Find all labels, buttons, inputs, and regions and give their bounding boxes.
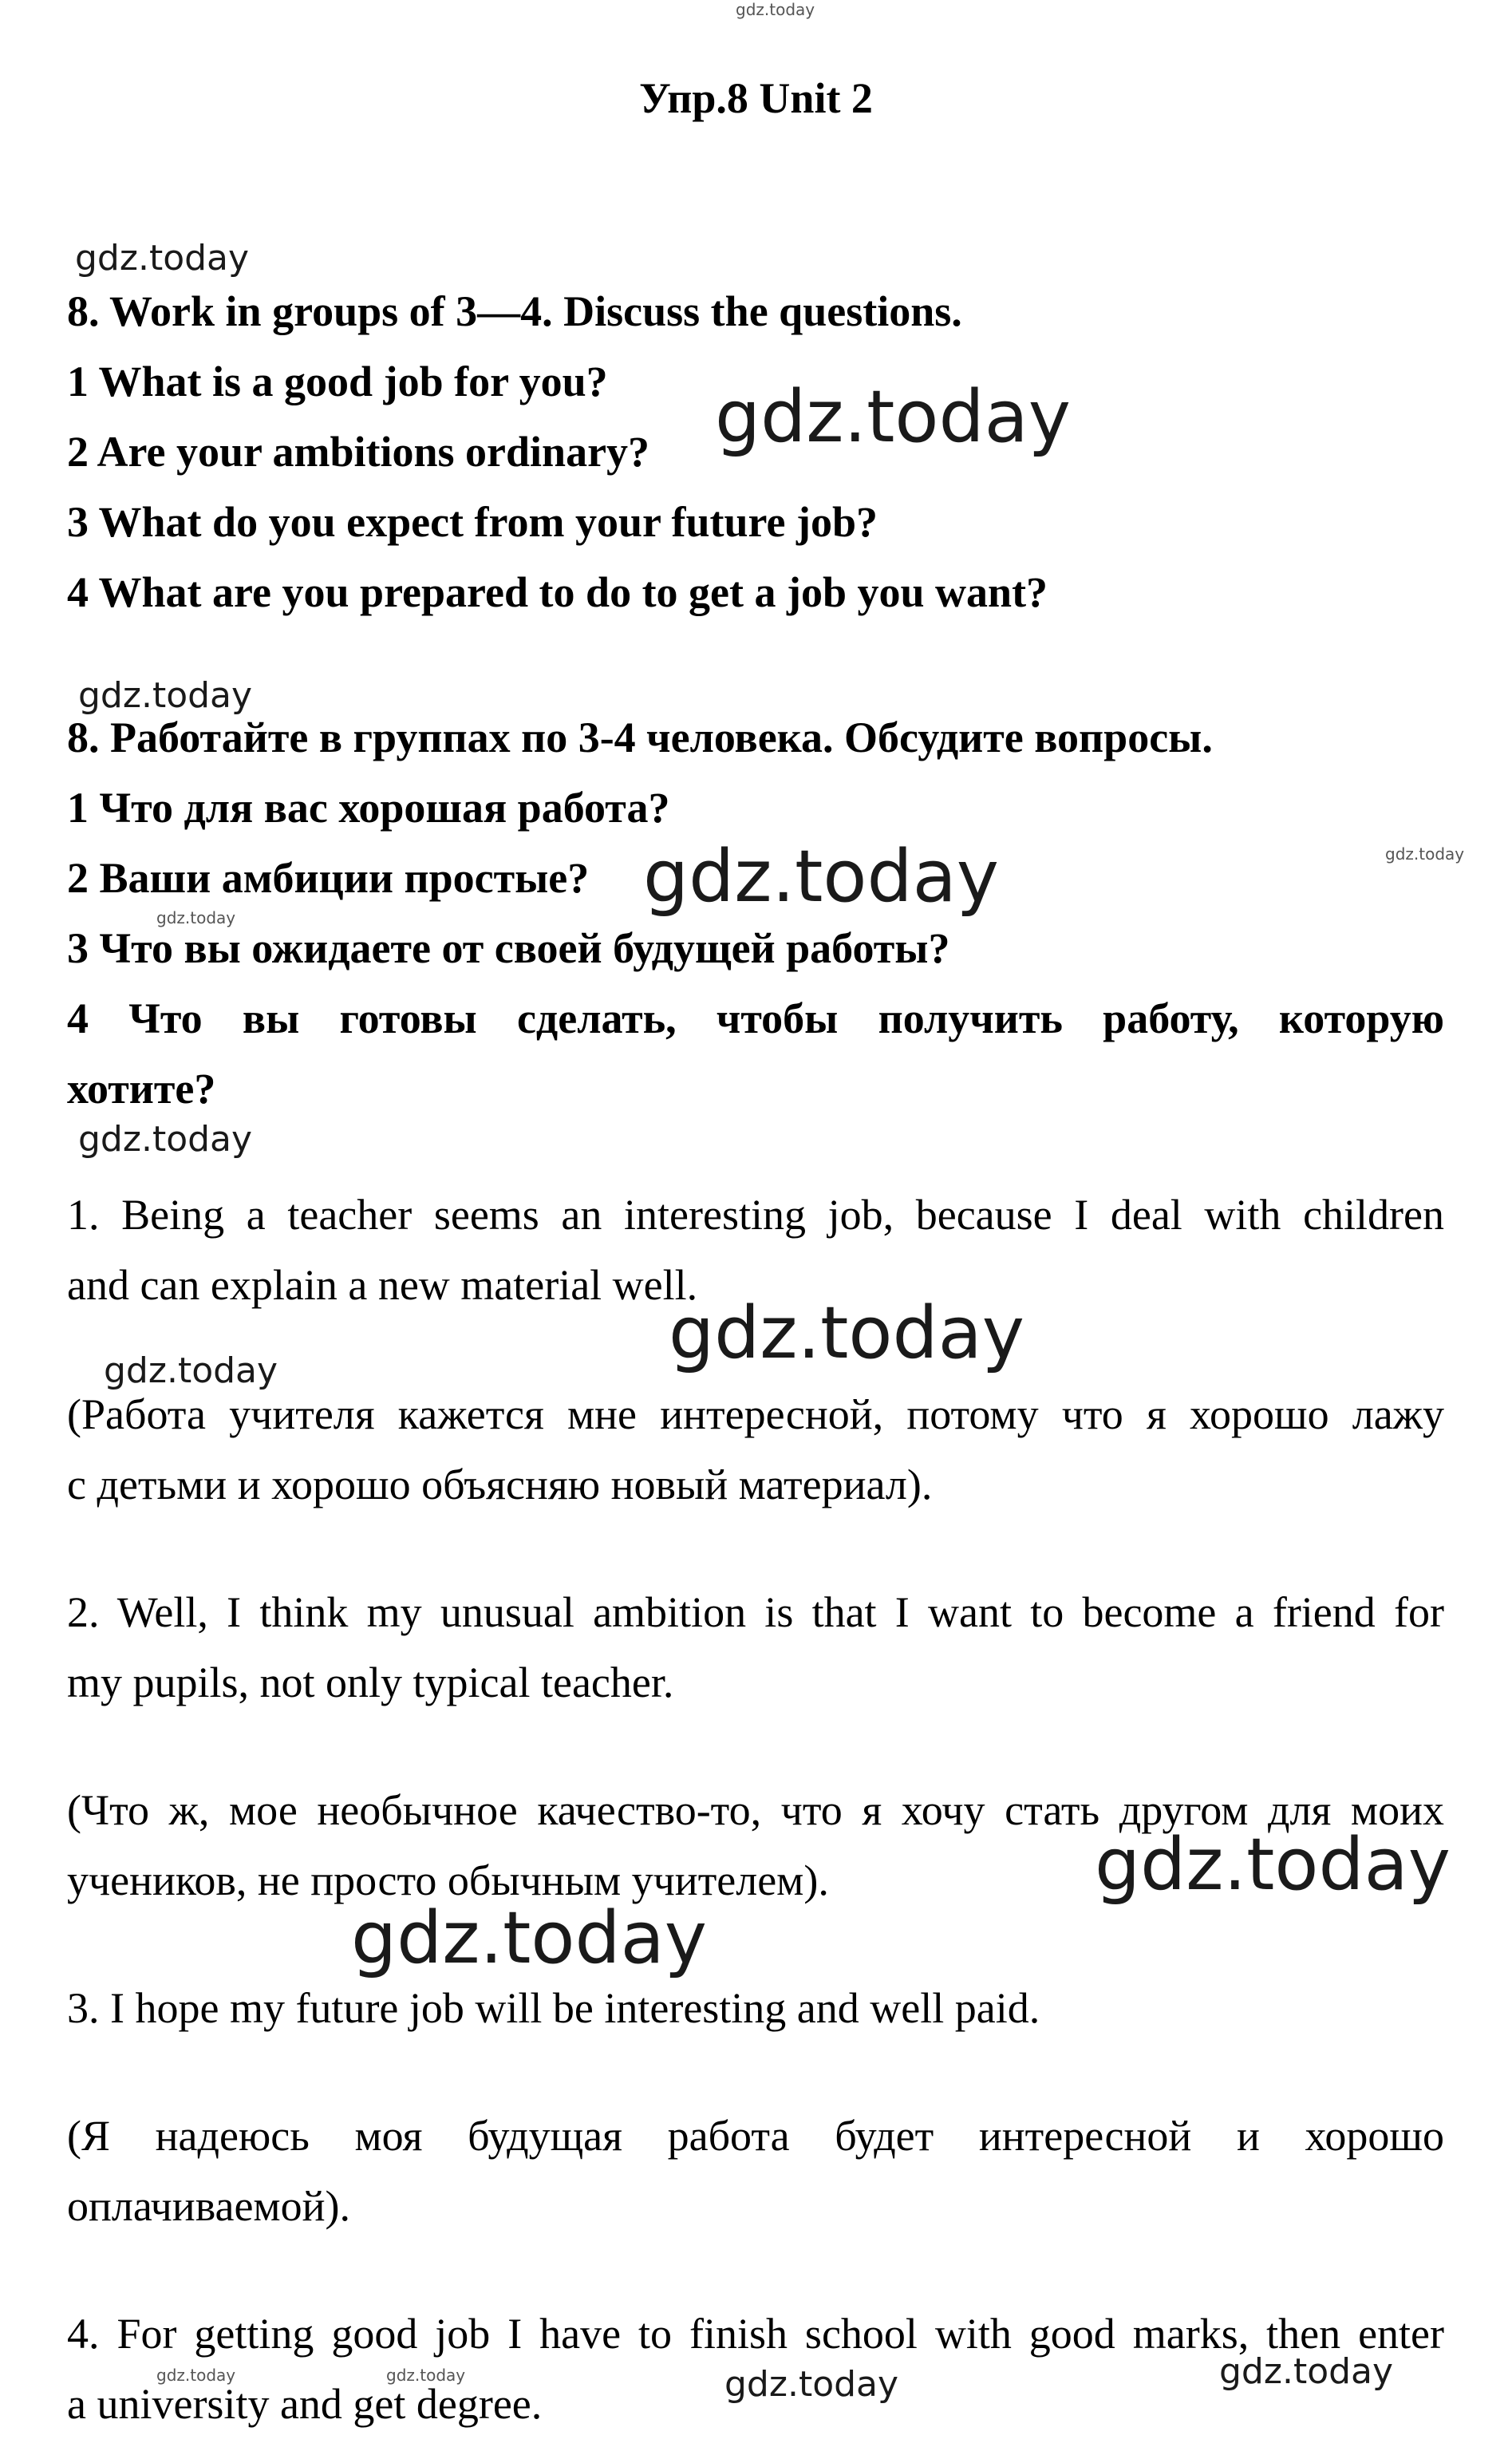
watermark: gdz.today [78,675,253,716]
answer-3-ru-line-2: оплачиваемой). [67,2182,350,2230]
watermark: gdz.today [669,1291,1025,1375]
answer-1-en-line-1: 1. Being a teacher seems an interesting job, because I deal with children [67,1191,1444,1239]
watermark: gdz.today [1095,1823,1451,1907]
task-ru-question-3: 3 Что вы ожидаете от своей будущей работы? [67,924,950,972]
page-title: Упр.8 Unit 2 [639,74,873,122]
answer-3-ru-line-1: (Я надеюсь моя будущая работа будет интересной и хорошо [67,2112,1444,2160]
answer-1-ru-line-1: (Работа учителя кажется мне интересной, потому что я хорошо лажу [67,1390,1444,1438]
answer-2-en-line-1: 2. Well, I think my unusual ambition is that I want to become a friend for [67,1588,1444,1636]
answer-1-en-line-2: and can explain a new material well. [67,1261,698,1309]
watermark: gdz.today [104,1350,278,1391]
task-ru-question-1: 1 Что для вас хорошая работа? [67,784,670,832]
watermark: gdz.today [736,0,815,19]
watermark: gdz.today [643,835,1000,919]
task-ru-heading: 8. Работайте в группах по 3-4 человека. Обсудите вопросы. [67,714,1213,761]
answer-3-en-line-1: 3. I hope my future job will be interesting and well paid. [67,1984,1040,2032]
task-ru-question-4: 4 Что вы готовы сделать, чтобы получить работу, которую [67,994,1444,1042]
watermark: gdz.today [78,1119,253,1160]
task-en-heading: 8. Work in groups of 3—4. Discuss the questions. [67,287,962,335]
task-ru-question-2: 2 Ваши амбиции простые? [67,854,590,902]
task-en-question-2: 2 Are your ambitions ordinary? [67,428,650,476]
task-en-question-1: 1 What is a good job for you? [67,358,608,405]
watermark: gdz.today [75,238,250,279]
watermark: gdz.today [715,375,1072,459]
watermark: gdz.today [386,2366,466,2385]
answer-4-en-line-2: a university and get degree. [67,2380,543,2428]
task-en-question-4: 4 What are you prepared to do to get a job you want? [67,568,1048,616]
answer-2-ru-line-1: (Что ж, мое необычное качество-то, что я хочу стать другом для моих [67,1786,1444,1834]
watermark: gdz.today [351,1896,708,1980]
watermark: gdz.today [1385,844,1465,864]
watermark: gdz.today [156,2366,236,2385]
answer-1-ru-line-2: с детьми и хорошо объясняю новый материал). [67,1461,933,1508]
answer-2-ru-line-2: учеников, не просто обычным учителем). [67,1856,829,1904]
task-ru-question-4-cont: хотите? [67,1065,216,1113]
answer-4-en-line-1: 4. For getting good job I have to finish school with good marks, then enter [67,2310,1444,2358]
watermark: gdz.today [1219,2351,1394,2392]
answer-2-en-line-2: my pupils, not only typical teacher. [67,1658,674,1706]
watermark: gdz.today [724,2364,899,2405]
watermark: gdz.today [156,908,236,927]
task-en-question-3: 3 What do you expect from your future job? [67,498,878,546]
